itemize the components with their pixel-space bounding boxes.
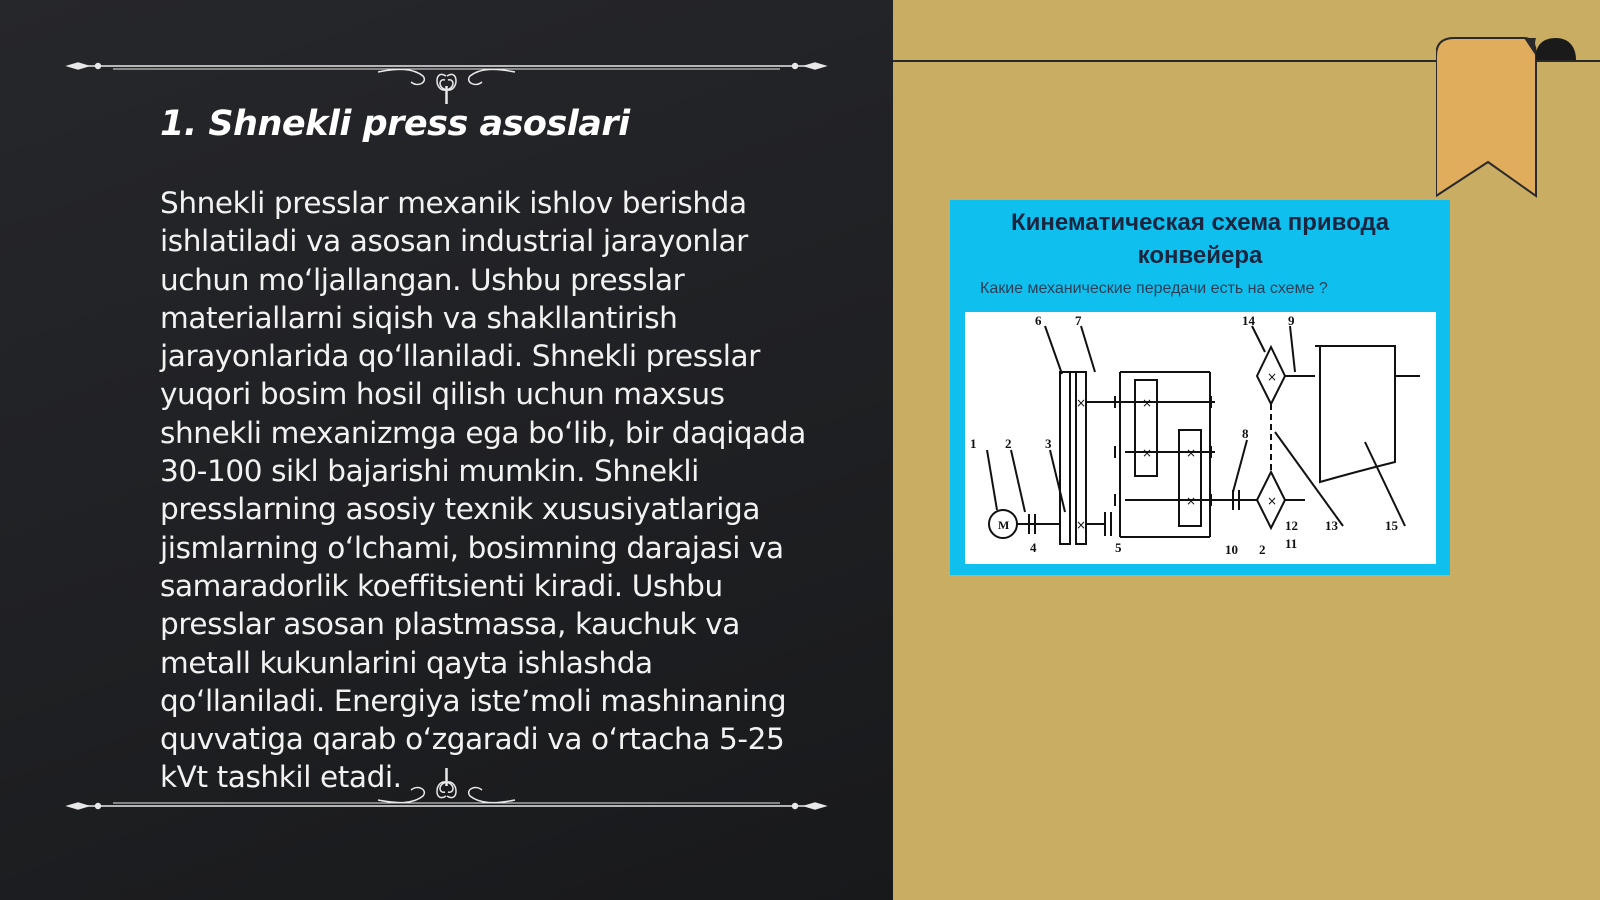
- gear-mark-icon: ×: [1142, 446, 1153, 460]
- scheme-label: 8: [1242, 426, 1249, 441]
- scheme-label: 12: [1285, 518, 1298, 533]
- gear-mark-icon: ×: [1267, 494, 1278, 508]
- scheme-label: 4: [1030, 540, 1037, 555]
- body-line: jismlarning o‘lchami, bosimning darajasi va: [160, 530, 784, 565]
- card-title: Кинематическая схема привода конвейера: [1010, 209, 1390, 269]
- bookmark-ribbon: [1436, 36, 1600, 200]
- body-line: metall kukunlarini qayta ishlashda: [160, 645, 653, 680]
- gear-mark-icon: ×: [1267, 370, 1278, 384]
- body-line: quvvatiga qarab o‘zgaradi va o‘rtacha 5-25: [160, 722, 785, 757]
- gear-mark-icon: ×: [1186, 494, 1197, 508]
- scheme-label: 15: [1385, 518, 1398, 533]
- body-line: materiallarni siqish va shakllantirish: [160, 300, 678, 335]
- body-line: jarayonlarida qo‘llaniladi. Shnekli presslar: [160, 339, 760, 374]
- body-line: shnekli mexanizmga ega bo‘lib, bir daqiqada: [160, 415, 806, 450]
- slide-body-text: [160, 184, 840, 797]
- scheme-label: 9: [1288, 313, 1295, 328]
- scheme-label: 14: [1242, 313, 1255, 328]
- scheme-label: 6: [1035, 313, 1042, 328]
- body-line: samaradorlik koeffitsienti kiradi. Ushbu: [160, 568, 723, 603]
- scheme-label: 2: [1259, 542, 1266, 557]
- body-line: qo‘llaniladi. Energiya iste’moli mashinaning: [160, 683, 787, 718]
- scheme-label: 13: [1325, 518, 1338, 533]
- scheme-label: 3: [1045, 436, 1052, 451]
- body-line: uchun mo‘ljallangan. Ushbu presslar: [160, 262, 685, 297]
- scheme-label: 10: [1225, 542, 1238, 557]
- gear-mark-icon: ×: [1186, 446, 1197, 460]
- body-line: Shnekli presslar mexanik ishlov berishda: [160, 186, 747, 220]
- gear-mark-icon: ×: [1076, 396, 1087, 410]
- scheme-label: 5: [1115, 540, 1122, 555]
- top-ornament-frame: [68, 46, 825, 86]
- scroll-flourish-icon: [68, 780, 825, 820]
- gear-mark-icon: ×: [1142, 396, 1153, 410]
- kinematic-scheme-diagram: [965, 312, 1436, 564]
- scheme-label: 7: [1075, 313, 1082, 328]
- scheme-label: 11: [1285, 536, 1298, 551]
- body-line: presslarning asosiy texnik xususiyatlariga: [160, 492, 761, 527]
- body-line: ishlatiladi va asosan industrial jarayonlar: [160, 224, 748, 259]
- kinematic-scheme-card: [950, 200, 1450, 575]
- scheme-label: 1: [970, 436, 977, 451]
- slide-title: 1. Shnekli press asoslari: [160, 104, 630, 144]
- scroll-flourish-icon: [68, 46, 825, 86]
- card-question: Какие механические передачи есть на схеме ?: [980, 280, 1328, 297]
- body-line: yuqori bosim hosil qilish uchun maxsus: [160, 377, 725, 412]
- body-line: 30-100 sikl bajarishi mumkin. Shnekli: [160, 454, 699, 489]
- scheme-label: 2: [1005, 436, 1012, 451]
- motor-label: M: [998, 518, 1010, 532]
- body-line: kVt tashkil etadi.: [160, 760, 402, 795]
- gear-mark-icon: ×: [1076, 518, 1087, 532]
- body-line: presslar asosan plastmassa, kauchuk va: [160, 607, 740, 642]
- bottom-ornament-frame: [68, 780, 825, 820]
- gear-drive-diagram: [965, 312, 1436, 564]
- ribbon-bookmark-icon: [1436, 36, 1600, 200]
